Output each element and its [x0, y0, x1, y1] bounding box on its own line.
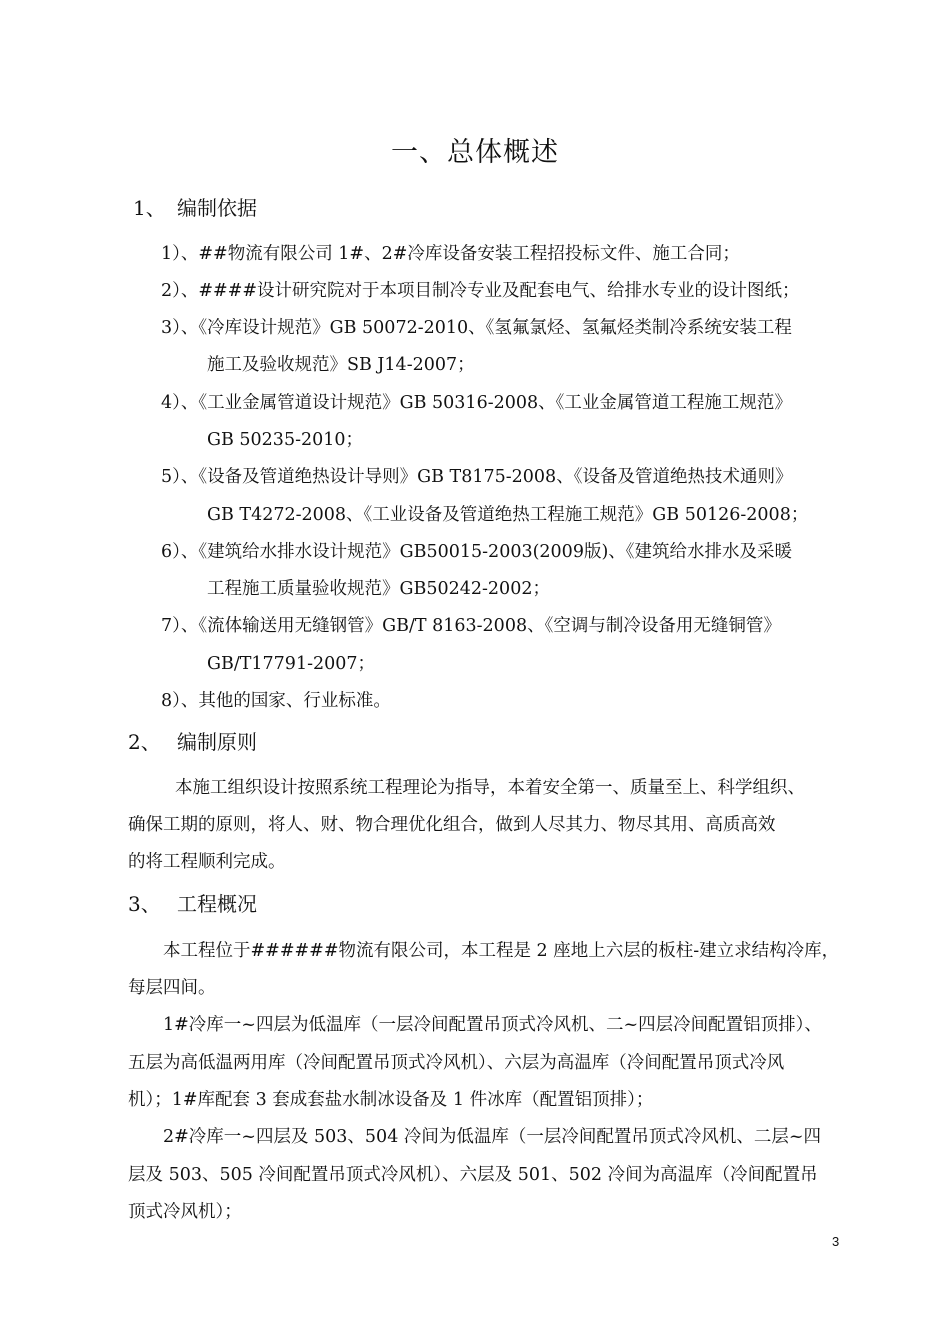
- paragraph-line: 2#冷库一~四层及 503、504 冷间为低温库（一层冷间配置吊顶式冷风机、二层~四: [163, 1127, 822, 1147]
- paragraph-line: 本施工组织设计按照系统工程理论为指导，本着安全第一、质量至上、科学组织、: [175, 778, 805, 798]
- paragraph-line: 的将工程顺利完成。: [128, 852, 286, 872]
- list-item: 4）、《工业金属管道设计规范》GB 50316-2008、《工业金属管道工程施工规范》: [161, 393, 792, 413]
- section-number: 3、: [128, 892, 161, 916]
- list-item-continuation: GB 50235-2010；: [207, 430, 364, 450]
- paragraph-line: 每层四间。: [128, 978, 216, 998]
- list-item: 8）、其他的国家、行业标准。: [161, 691, 391, 711]
- paragraph-line: 本工程位于######物流有限公司，本工程是 2 座地上六层的板柱-建立求结构冷库，: [163, 941, 840, 961]
- list-item: 3）、《冷库设计规范》GB 50072-2010、《氢氟氯烃、氢氟烃类制冷系统安装工程: [161, 318, 792, 338]
- list-item: 5）、《设备及管道绝热设计导则》GB T8175-2008、《设备及管道绝热技术通则》: [161, 467, 793, 487]
- list-item: 6）、《建筑给水排水设计规范》GB50015-2003(2009版)、《建筑给水排水及采暖: [161, 542, 793, 562]
- paragraph-line: 机）；1#库配套 3 套成套盐水制冰设备及 1 件冰库（配置铝顶排）；: [128, 1090, 654, 1110]
- section-2-heading: [128, 729, 257, 755]
- list-item-continuation: 工程施工质量验收规范》GB50242-2002；: [207, 579, 550, 599]
- paragraph-line: 五层为高低温两用库（冷间配置吊顶式冷风机）、六层为高温库（冷间配置吊顶式冷风: [128, 1053, 785, 1073]
- paragraph-line: 层及 503、505 冷间配置吊顶式冷风机）、六层及 501、502 冷间为高温库（冷间配置吊: [128, 1165, 818, 1185]
- list-item: 2）、####设计研究院对于本项目制冷专业及配套电气、给排水专业的设计图纸；: [161, 281, 800, 301]
- paragraph-line: 1#冷库一~四层为低温库（一层冷间配置吊顶式冷风机、二~四层冷间配置铝顶排）、: [163, 1015, 822, 1035]
- page-title: 一、总体概述: [391, 137, 559, 168]
- section-1-heading: [133, 195, 257, 221]
- list-item-continuation: GB/T17791-2007；: [207, 654, 376, 674]
- page-number: 3: [832, 1234, 840, 1249]
- section-number: 1、: [133, 196, 166, 220]
- section-number: 2、: [128, 730, 161, 754]
- section-heading-text: 工程概况: [177, 892, 257, 916]
- list-item: 7）、《流体输送用无缝钢管》GB/T 8163-2008、《空调与制冷设备用无缝铜管》: [161, 616, 781, 636]
- paragraph-line: 顶式冷风机）；: [128, 1202, 242, 1222]
- section-heading-text: 编制依据: [177, 196, 257, 220]
- section-heading-text: 编制原则: [177, 730, 257, 754]
- list-item-continuation: GB T4272-2008、《工业设备及管道绝热工程施工规范》GB 50126-2008；: [207, 505, 809, 525]
- paragraph-line: 确保工期的原则，将人、财、物合理优化组合，做到人尽其力、物尽其用、高质高效: [128, 815, 776, 835]
- list-item: 1）、##物流有限公司 1#、2#冷库设备安装工程招投标文件、施工合同；: [161, 244, 740, 264]
- section-3-heading: [128, 891, 257, 917]
- list-item-continuation: 施工及验收规范》SB J14-2007；: [207, 355, 475, 375]
